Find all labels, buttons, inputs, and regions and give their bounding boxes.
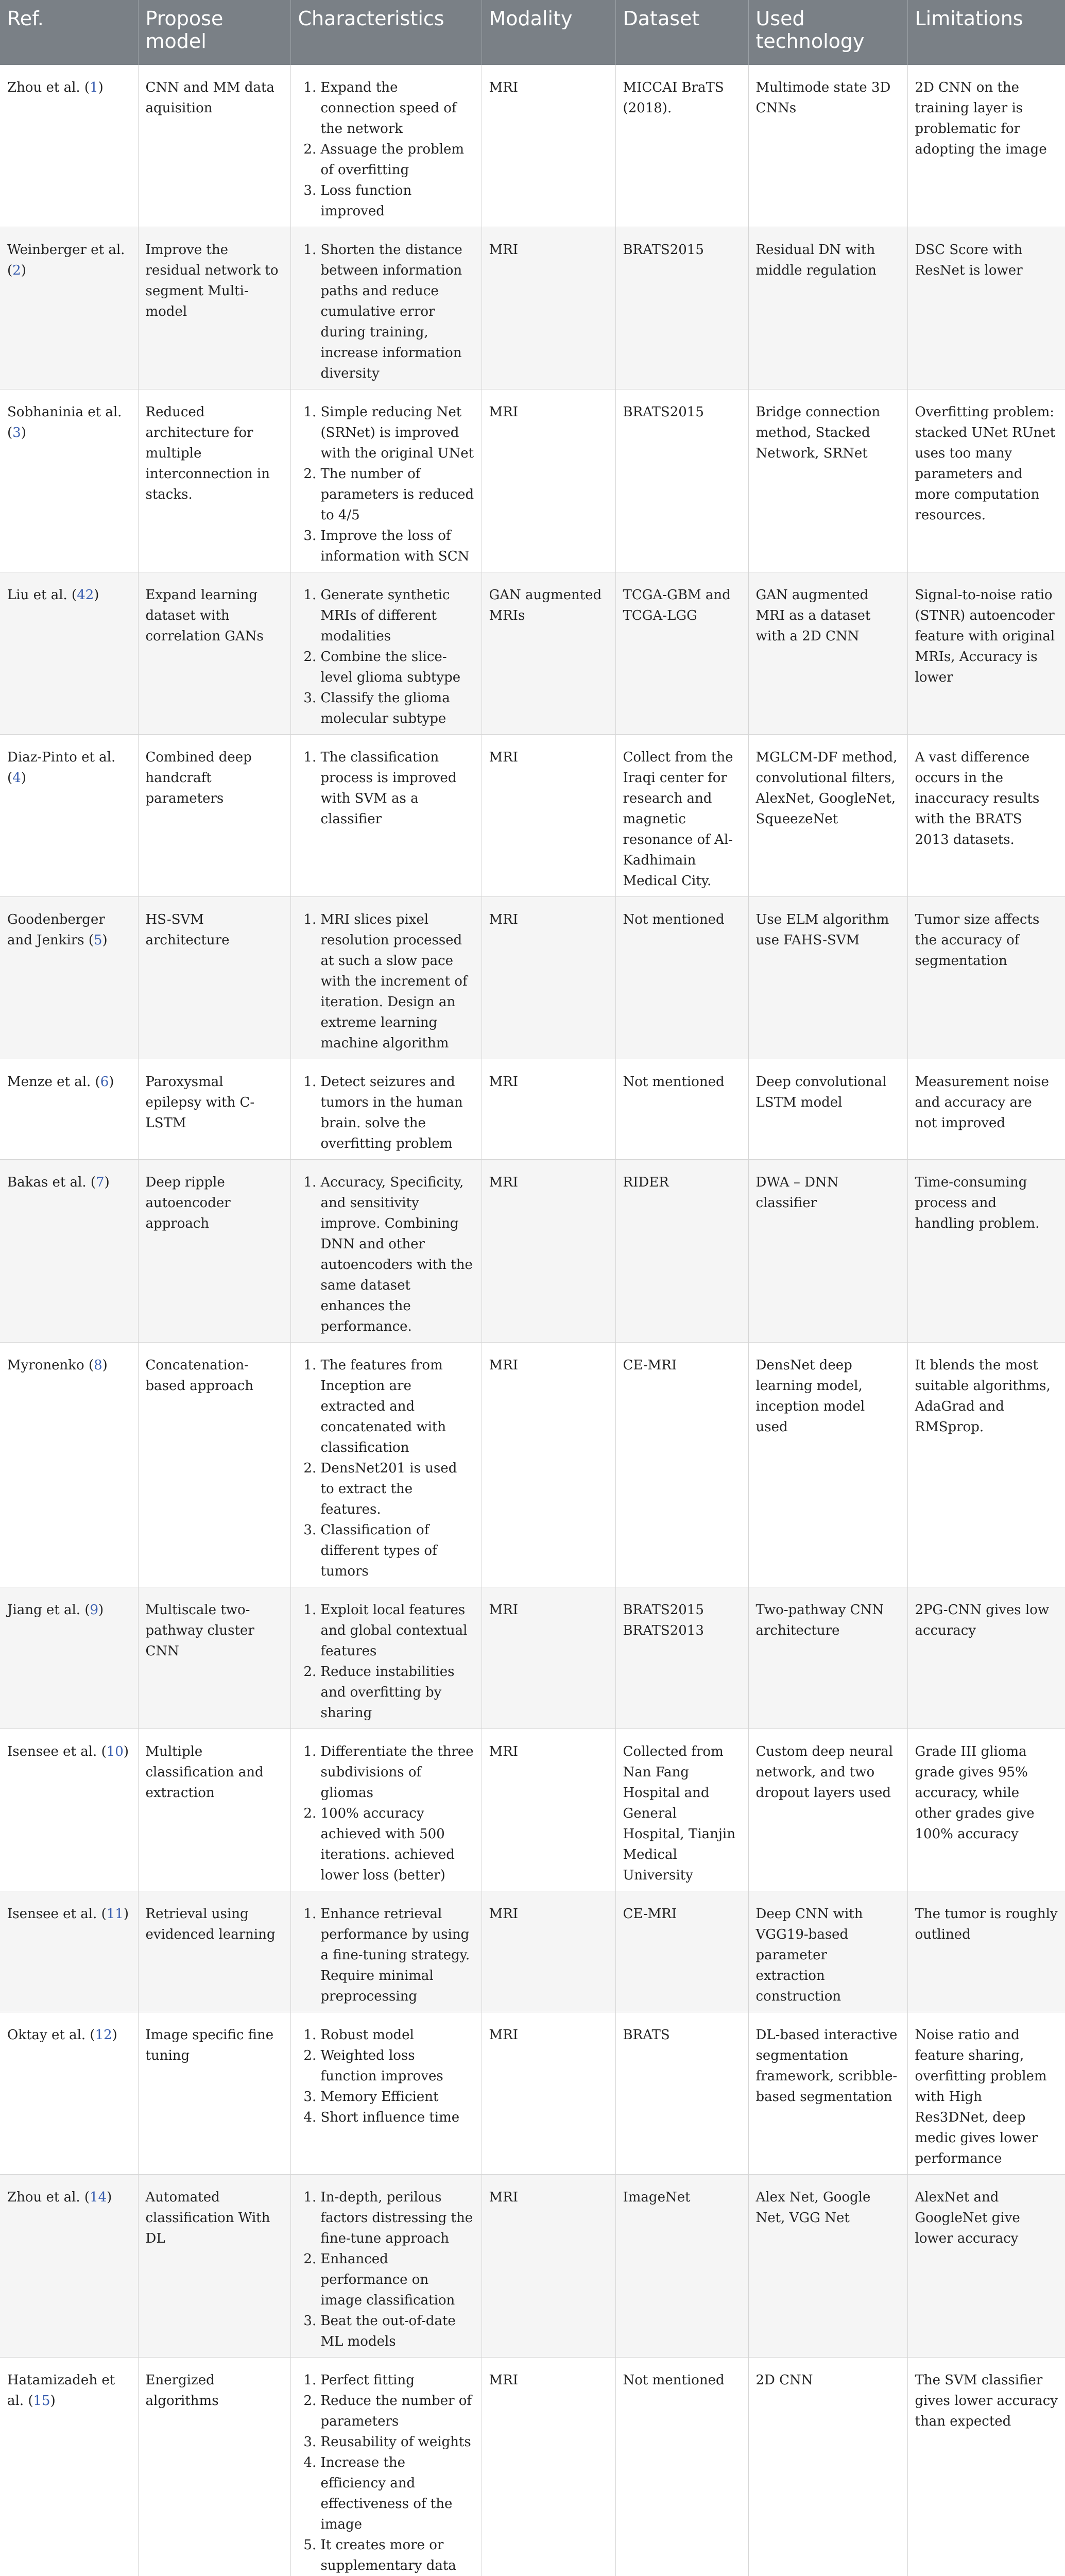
cell-dataset: Not mentioned bbox=[615, 897, 748, 1059]
cell-ref: Myronenko (8) bbox=[0, 1343, 138, 1587]
citation-link[interactable]: 10 bbox=[106, 1744, 124, 1759]
cell-limitations: DSC Score with ResNet is lower bbox=[907, 227, 1065, 389]
characteristics-list bbox=[298, 909, 474, 1054]
cell-limitations: 2D CNN on the training layer is problematic for adopting the image bbox=[907, 65, 1065, 227]
characteristics-list bbox=[298, 1904, 474, 2007]
header-limitations: Limitations bbox=[907, 0, 1065, 65]
cell-characteristics bbox=[290, 2358, 482, 2576]
ref-author: Isensee et al. bbox=[7, 1906, 97, 1922]
cell-modality: MRI bbox=[482, 2175, 615, 2358]
characteristic-item: 2. 100% accuracy achieved with 500 iterations. achieved lower loss (better) bbox=[321, 1803, 474, 1886]
cell-ref: Isensee et al. (10) bbox=[0, 1729, 138, 1891]
characteristics-list bbox=[298, 2370, 474, 2576]
characteristics-list bbox=[298, 1600, 474, 1723]
table-row bbox=[0, 65, 1065, 227]
cell-modality: GAN augmented MRIs bbox=[482, 572, 615, 735]
cell-limitations: It blends the most suitable algorithms, AdaGrad and RMSprop. bbox=[907, 1343, 1065, 1587]
ref-author: Weinberger et al. bbox=[7, 242, 125, 258]
cell-used-technology: DWA – DNN classifier bbox=[748, 1160, 907, 1343]
cell-propose-model: Improve the residual network to segment Multi-model bbox=[138, 227, 290, 389]
cell-modality: MRI bbox=[482, 1729, 615, 1891]
cell-limitations: AlexNet and GoogleNet give lower accuracy bbox=[907, 2175, 1065, 2358]
ref-author: Goodenberger and Jenkirs bbox=[7, 912, 105, 948]
cell-propose-model: Deep ripple autoencoder approach bbox=[138, 1160, 290, 1343]
cell-limitations: A vast difference occurs in the inaccuracy results with the BRATS 2013 datasets. bbox=[907, 735, 1065, 897]
cell-propose-model: Reduced architecture for multiple interconnection in stacks. bbox=[138, 389, 290, 572]
cell-ref: Hatamizadeh et al. (15) bbox=[0, 2358, 138, 2576]
cell-characteristics bbox=[290, 1160, 482, 1343]
characteristics-list bbox=[298, 77, 474, 222]
characteristic-item: 1. Generate synthetic MRIs of different modalities bbox=[321, 585, 474, 647]
characteristic-item: 4. Short influence time bbox=[321, 2107, 474, 2128]
characteristic-item: 1. The features from Inception are extracted and concatenated with classification bbox=[321, 1355, 474, 1458]
header-propose-model: Propose model bbox=[138, 0, 290, 65]
cell-used-technology: GAN augmented MRI as a dataset with a 2D CNN bbox=[748, 572, 907, 735]
characteristic-item: 5. It creates more or supplementary data bbox=[321, 2535, 474, 2576]
characteristic-item: 1. The classification process is improved with SVM as a classifier bbox=[321, 747, 474, 829]
cell-characteristics bbox=[290, 1729, 482, 1891]
characteristic-item: 1. Exploit local features and global contextual features bbox=[321, 1600, 474, 1662]
cell-limitations: Measurement noise and accuracy are not improved bbox=[907, 1059, 1065, 1160]
citation-link[interactable]: 3 bbox=[12, 425, 21, 440]
cell-characteristics bbox=[290, 572, 482, 735]
table-row bbox=[0, 1729, 1065, 1891]
characteristics-list bbox=[298, 2025, 474, 2128]
ref-author: Zhou et al. bbox=[7, 80, 80, 95]
cell-characteristics bbox=[290, 227, 482, 389]
cell-propose-model: Combined deep handcraft parameters bbox=[138, 735, 290, 897]
cell-propose-model: Paroxysmal epilepsy with C-LSTM bbox=[138, 1059, 290, 1160]
cell-ref: Liu et al. (42) bbox=[0, 572, 138, 735]
table-row bbox=[0, 389, 1065, 572]
citation-link[interactable]: 9 bbox=[90, 1602, 99, 1618]
cell-limitations: Time-consuming process and handling problem. bbox=[907, 1160, 1065, 1343]
cell-characteristics bbox=[290, 897, 482, 1059]
characteristic-item: 2. Assuage the problem of overfitting bbox=[321, 139, 474, 180]
cell-limitations: Grade III glioma grade gives 95% accuracy, while other grades give 100% accuracy bbox=[907, 1729, 1065, 1891]
characteristics-list bbox=[298, 402, 474, 567]
table-body bbox=[0, 65, 1065, 2576]
characteristics-list bbox=[298, 2187, 474, 2352]
characteristic-item: 1. Enhance retrieval performance by using a fine-tuning strategy. Require minimal preprocessing bbox=[321, 1904, 474, 2007]
characteristics-list bbox=[298, 1072, 474, 1154]
cell-limitations: Signal-to-noise ratio (STNR) autoencoder feature with original MRIs, Accuracy is lower bbox=[907, 572, 1065, 735]
characteristics-list bbox=[298, 1355, 474, 1582]
cell-modality: MRI bbox=[482, 1059, 615, 1160]
header-dataset: Dataset bbox=[615, 0, 748, 65]
table-header bbox=[0, 0, 1065, 65]
table-row bbox=[0, 735, 1065, 897]
characteristic-item: 2. Reduce the number of parameters bbox=[321, 2391, 474, 2432]
characteristics-list bbox=[298, 1741, 474, 1886]
cell-characteristics bbox=[290, 1059, 482, 1160]
cell-characteristics bbox=[290, 2012, 482, 2175]
table-row bbox=[0, 1891, 1065, 2012]
cell-dataset: Not mentioned bbox=[615, 2358, 748, 2576]
characteristic-item: 2. DensNet201 is used to extract the features. bbox=[321, 1458, 474, 1520]
cell-propose-model: Multiscale two-pathway cluster CNN bbox=[138, 1587, 290, 1729]
characteristic-item: 1. Robust model bbox=[321, 2025, 474, 2045]
cell-dataset: BRATS bbox=[615, 2012, 748, 2175]
citation-link[interactable]: 11 bbox=[106, 1906, 124, 1922]
cell-limitations: 2PG-CNN gives low accuracy bbox=[907, 1587, 1065, 1729]
header-used-technology: Used technology bbox=[748, 0, 907, 65]
cell-dataset: CE-MRI bbox=[615, 1343, 748, 1587]
cell-modality: MRI bbox=[482, 1891, 615, 2012]
characteristic-item: 2. Reduce instabilities and overfitting by sharing bbox=[321, 1662, 474, 1723]
cell-dataset: Not mentioned bbox=[615, 1059, 748, 1160]
header-modality: Modality bbox=[482, 0, 615, 65]
characteristic-item: 1. Differentiate the three subdivisions of gliomas bbox=[321, 1741, 474, 1803]
cell-modality: MRI bbox=[482, 1160, 615, 1343]
cell-limitations: Noise ratio and feature sharing, overfitting problem with High Res3DNet, deep medic gives lower performance bbox=[907, 2012, 1065, 2175]
header-characteristics: Characteristics bbox=[290, 0, 482, 65]
characteristic-item: 2. Weighted loss function improves bbox=[321, 2045, 474, 2087]
table-row bbox=[0, 1587, 1065, 1729]
cell-dataset: BRATS2015 bbox=[615, 227, 748, 389]
characteristic-item: 1. Detect seizures and tumors in the human brain. solve the overfitting problem bbox=[321, 1072, 474, 1154]
cell-dataset: BRATS2015 bbox=[615, 389, 748, 572]
citation-link[interactable]: 2 bbox=[12, 263, 21, 278]
cell-propose-model: Image specific fine tuning bbox=[138, 2012, 290, 2175]
ref-author: Jiang et al. bbox=[7, 1602, 81, 1618]
citation-link[interactable]: 8 bbox=[94, 1358, 102, 1373]
citation-link[interactable]: 7 bbox=[96, 1175, 105, 1190]
citation-link[interactable]: 15 bbox=[33, 2393, 50, 2409]
table-row bbox=[0, 2358, 1065, 2576]
cell-used-technology: Bridge connection method, Stacked Network, SRNet bbox=[748, 389, 907, 572]
ref-author: Myronenko bbox=[7, 1358, 84, 1373]
characteristic-item: 1. Perfect fitting bbox=[321, 2370, 474, 2391]
characteristic-item: 2. Enhanced performance on image classification bbox=[321, 2249, 474, 2311]
cell-used-technology: Custom deep neural network, and two dropout layers used bbox=[748, 1729, 907, 1891]
cell-used-technology: Use ELM algorithm use FAHS-SVM bbox=[748, 897, 907, 1059]
cell-propose-model: HS-SVM architecture bbox=[138, 897, 290, 1059]
cell-characteristics bbox=[290, 65, 482, 227]
cell-propose-model: Energized algorithms bbox=[138, 2358, 290, 2576]
ref-author: Diaz-Pinto et al. bbox=[7, 750, 116, 765]
ref-author: Liu et al. bbox=[7, 587, 67, 603]
cell-used-technology: Multimode state 3D CNNs bbox=[748, 65, 907, 227]
cell-used-technology: Deep CNN with VGG19-based parameter extraction construction bbox=[748, 1891, 907, 2012]
cell-limitations: The tumor is roughly outlined bbox=[907, 1891, 1065, 2012]
cell-ref: Weinberger et al. (2) bbox=[0, 227, 138, 389]
characteristic-item: 1. In-depth, perilous factors distressing the fine-tune approach bbox=[321, 2187, 474, 2249]
cell-ref: Diaz-Pinto et al. (4) bbox=[0, 735, 138, 897]
cell-used-technology: Residual DN with middle regulation bbox=[748, 227, 907, 389]
characteristic-item: 1. Expand the connection speed of the network bbox=[321, 77, 474, 139]
cell-used-technology: Two-pathway CNN architecture bbox=[748, 1587, 907, 1729]
cell-characteristics bbox=[290, 1343, 482, 1587]
cell-ref: Oktay et al. (12) bbox=[0, 2012, 138, 2175]
cell-used-technology: DensNet deep learning model, inception model used bbox=[748, 1343, 907, 1587]
cell-modality: MRI bbox=[482, 897, 615, 1059]
cell-dataset: Collected from Nan Fang Hospital and General Hospital, Tianjin Medical University bbox=[615, 1729, 748, 1891]
cell-ref: Isensee et al. (11) bbox=[0, 1891, 138, 2012]
cell-propose-model: Concatenation-based approach bbox=[138, 1343, 290, 1587]
characteristic-item: 3. Classification of different types of tumors bbox=[321, 1520, 474, 1582]
cell-modality: MRI bbox=[482, 227, 615, 389]
cell-propose-model: CNN and MM data aquisition bbox=[138, 65, 290, 227]
characteristics-list bbox=[298, 747, 474, 829]
cell-characteristics bbox=[290, 2175, 482, 2358]
cell-ref: Sobhaninia et al. (3) bbox=[0, 389, 138, 572]
header-row bbox=[0, 0, 1065, 65]
cell-dataset: Collect from the Iraqi center for research and magnetic resonance of Al-Kadhimain Medical City. bbox=[615, 735, 748, 897]
cell-modality: MRI bbox=[482, 389, 615, 572]
cell-modality: MRI bbox=[482, 1343, 615, 1587]
cell-used-technology: Alex Net, Google Net, VGG Net bbox=[748, 2175, 907, 2358]
ref-author: Zhou et al. bbox=[7, 2190, 80, 2205]
characteristic-item: 1. Simple reducing Net (SRNet) is improved with the original UNet bbox=[321, 402, 474, 464]
characteristic-item: 3. Memory Efficient bbox=[321, 2087, 474, 2107]
table-row bbox=[0, 2175, 1065, 2358]
cell-limitations: Overfitting problem: stacked UNet RUnet uses too many parameters and more computation resources. bbox=[907, 389, 1065, 572]
characteristic-item: 3. Classify the glioma molecular subtype bbox=[321, 688, 474, 729]
table-row bbox=[0, 1059, 1065, 1160]
cell-ref: Jiang et al. (9) bbox=[0, 1587, 138, 1729]
cell-characteristics bbox=[290, 1891, 482, 2012]
cell-dataset: RIDER bbox=[615, 1160, 748, 1343]
citation-link[interactable]: 1 bbox=[90, 80, 98, 95]
cell-propose-model: Multiple classification and extraction bbox=[138, 1729, 290, 1891]
cell-propose-model: Automated classification With DL bbox=[138, 2175, 290, 2358]
characteristics-list bbox=[298, 585, 474, 729]
characteristics-list bbox=[298, 240, 474, 384]
characteristic-item: 3. Reusability of weights bbox=[321, 2432, 474, 2452]
ref-author: Oktay et al. bbox=[7, 2027, 86, 2043]
cell-modality: MRI bbox=[482, 735, 615, 897]
cell-dataset: ImageNet bbox=[615, 2175, 748, 2358]
citation-link[interactable]: 6 bbox=[100, 1074, 109, 1090]
ref-author: Hatamizadeh et al. bbox=[7, 2372, 115, 2409]
cell-characteristics bbox=[290, 735, 482, 897]
cell-dataset: MICCAI BraTS (2018). bbox=[615, 65, 748, 227]
table-row bbox=[0, 572, 1065, 735]
ref-author: Sobhaninia et al. bbox=[7, 404, 122, 420]
ref-author: Isensee et al. bbox=[7, 1744, 97, 1759]
cell-modality: MRI bbox=[482, 2358, 615, 2576]
cell-ref: Bakas et al. (7) bbox=[0, 1160, 138, 1343]
cell-propose-model: Expand learning dataset with correlation GANs bbox=[138, 572, 290, 735]
characteristic-item: 4. Increase the efficiency and effectiveness of the image bbox=[321, 2452, 474, 2535]
cell-limitations: Tumor size affects the accuracy of segmentation bbox=[907, 897, 1065, 1059]
table-row bbox=[0, 897, 1065, 1059]
table-row bbox=[0, 227, 1065, 389]
citation-link[interactable]: 4 bbox=[12, 770, 21, 786]
cell-dataset: TCGA-GBM and TCGA-LGG bbox=[615, 572, 748, 735]
citation-link[interactable]: 12 bbox=[95, 2027, 112, 2043]
cell-ref: Menze et al. (6) bbox=[0, 1059, 138, 1160]
characteristic-item: 2. Combine the slice-level glioma subtype bbox=[321, 647, 474, 688]
cell-ref: Goodenberger and Jenkirs (5) bbox=[0, 897, 138, 1059]
characteristics-list bbox=[298, 1172, 474, 1337]
header-ref: Ref. bbox=[0, 0, 138, 65]
cell-propose-model: Retrieval using evidenced learning bbox=[138, 1891, 290, 2012]
cell-ref: Zhou et al. (1) bbox=[0, 65, 138, 227]
citation-link[interactable]: 5 bbox=[93, 933, 102, 948]
cell-used-technology: Deep convolutional LSTM model bbox=[748, 1059, 907, 1160]
cell-ref: Zhou et al. (14) bbox=[0, 2175, 138, 2358]
characteristic-item: 3. Beat the out-of-date ML models bbox=[321, 2311, 474, 2352]
cell-modality: MRI bbox=[482, 2012, 615, 2175]
citation-link[interactable]: 14 bbox=[90, 2190, 107, 2205]
cell-used-technology: MGLCM-DF method, convolutional filters, AlexNet, GoogleNet, SqueezeNet bbox=[748, 735, 907, 897]
characteristic-item: 1. Shorten the distance between information paths and reduce cumulative error during training, increase information diversity bbox=[321, 240, 474, 384]
cell-modality: MRI bbox=[482, 1587, 615, 1729]
ref-author: Bakas et al. bbox=[7, 1175, 87, 1190]
table-row bbox=[0, 1343, 1065, 1587]
cell-dataset: CE-MRI bbox=[615, 1891, 748, 2012]
characteristic-item: 3. Improve the loss of information with SCN bbox=[321, 526, 474, 567]
characteristic-item: 3. Loss function improved bbox=[321, 180, 474, 222]
cell-characteristics bbox=[290, 1587, 482, 1729]
table-row bbox=[0, 1160, 1065, 1343]
characteristic-item: 1. MRI slices pixel resolution processed at such a slow pace with the increment of iteration. Design an extreme learning machine algorithm bbox=[321, 909, 474, 1054]
table-row bbox=[0, 2012, 1065, 2175]
characteristic-item: 1. Accuracy, Specificity, and sensitivity improve. Combining DNN and other autoencoders with the same dataset enhances the performance. bbox=[321, 1172, 474, 1337]
ref-author: Menze et al. bbox=[7, 1074, 91, 1090]
cell-modality: MRI bbox=[482, 65, 615, 227]
cell-characteristics bbox=[290, 389, 482, 572]
cell-limitations: The SVM classifier gives lower accuracy than expected bbox=[907, 2358, 1065, 2576]
citation-link[interactable]: 42 bbox=[77, 587, 94, 603]
cell-used-technology: DL-based interactive segmentation framework, scribble-based segmentation bbox=[748, 2012, 907, 2175]
characteristic-item: 2. The number of parameters is reduced to 4/5 bbox=[321, 464, 474, 526]
cell-used-technology: 2D CNN bbox=[748, 2358, 907, 2576]
cell-dataset: BRATS2015 BRATS2013 bbox=[615, 1587, 748, 1729]
